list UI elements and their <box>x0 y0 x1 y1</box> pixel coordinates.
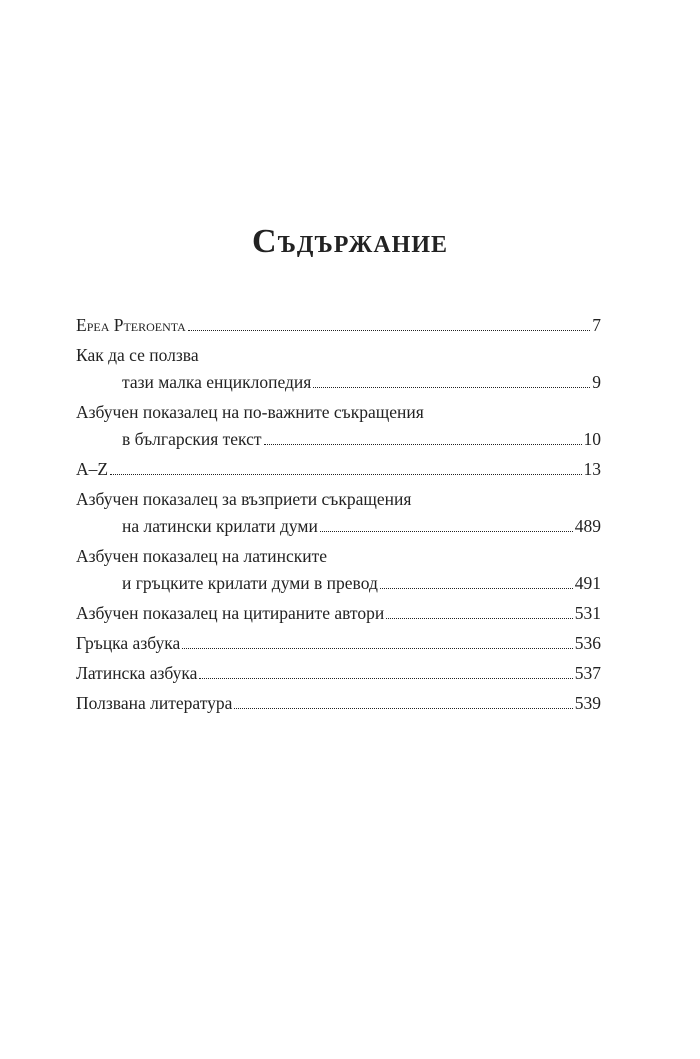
toc-entry-title: Латинска азбука <box>76 663 198 683</box>
toc-page-number: 7 <box>592 315 601 335</box>
toc-entry-title: Epea Pteroenta <box>76 315 186 335</box>
toc-entry-title: Азбучен показалец на цитираните автори <box>76 603 385 623</box>
toc-entry-title: A–Z <box>76 459 109 479</box>
toc-page-number: 531 <box>574 603 601 623</box>
toc-entry-title: Гръцка азбука <box>76 633 181 653</box>
toc-page-number: 536 <box>574 633 601 653</box>
toc-page-number: 489 <box>574 516 601 536</box>
dot-leader <box>234 708 572 709</box>
toc-entry-translations-index <box>76 543 601 597</box>
toc-page-number: 491 <box>574 573 601 593</box>
toc-page-number: 539 <box>574 693 601 713</box>
toc-entry-a-z <box>76 456 601 483</box>
dot-leader <box>264 444 582 445</box>
toc-entry-abbreviations-index <box>76 399 601 453</box>
toc-entry-title-continued: и гръцките крилати думи в превод <box>122 573 378 593</box>
toc-entry-authors-index <box>76 600 601 627</box>
dot-leader <box>313 387 590 388</box>
toc-entry-title: Как да се ползва <box>76 345 199 365</box>
dot-leader <box>110 474 581 475</box>
toc-entry-epea-pteroenta <box>76 312 601 339</box>
table-of-contents <box>76 312 601 720</box>
toc-entry-latin-abbreviations-index <box>76 486 601 540</box>
toc-entry-latin-alphabet <box>76 660 601 687</box>
dot-leader <box>199 678 572 679</box>
toc-page-number: 13 <box>583 459 601 479</box>
page-title: Съдържание <box>251 223 448 260</box>
toc-entry-title: Ползвана литература <box>76 693 233 713</box>
toc-page-number: 9 <box>592 372 601 392</box>
dot-leader <box>386 618 573 619</box>
toc-entry-title-continued: тази малка енциклопедия <box>122 372 312 392</box>
toc-entry-title: Азбучен показалец на по-важните съкращения <box>76 402 424 422</box>
toc-entry-how-to-use <box>76 342 601 396</box>
toc-entry-title: Азбучен показалец на латинските <box>76 546 328 566</box>
toc-entry-title-continued: в българския текст <box>122 429 262 449</box>
toc-page-number: 537 <box>574 663 601 683</box>
dot-leader <box>188 330 590 331</box>
dot-leader <box>182 648 573 649</box>
toc-entry-title-continued: на латински крилати думи <box>122 516 318 536</box>
toc-entry-title: Азбучен показалец за възприети съкращения <box>76 489 412 509</box>
toc-page-number: 10 <box>583 429 601 449</box>
dot-leader <box>320 531 573 532</box>
toc-entry-bibliography <box>76 690 601 717</box>
toc-entry-greek-alphabet <box>76 630 601 657</box>
dot-leader <box>380 588 573 589</box>
